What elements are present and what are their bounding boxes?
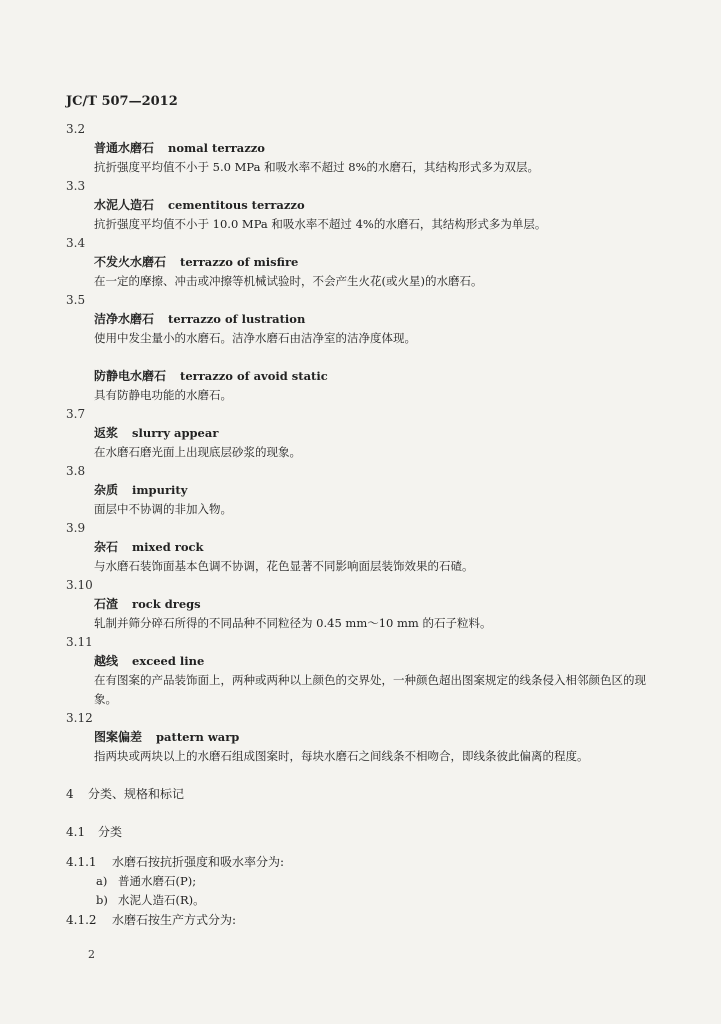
entry-definition: 抗折强度平均值不小于 10.0 MPa 和吸水率不超过 4%的水磨石，其结构形式多为单层。 (94, 217, 547, 231)
term-zh: 普通水磨石 (94, 141, 155, 155)
document-body (66, 120, 666, 930)
entry-definition: 使用中发尘量小的水磨石。洁净水磨石由洁净室的洁净度体现。 (94, 331, 416, 345)
list-text: 普通水磨石(P); (118, 874, 197, 888)
clause-text: 水磨石按抗折强度和吸水率分为: (112, 855, 285, 869)
entry-term (66, 424, 666, 443)
section-4-heading (66, 784, 666, 804)
entry-term (66, 139, 666, 158)
term-zh: 洁净水磨石 (94, 312, 155, 326)
list-text: 水泥人造石(R)。 (118, 893, 205, 907)
entry-definition: 具有防静电功能的水磨石。 (94, 388, 232, 402)
entry-term (66, 310, 666, 329)
entry-definition: 面层中不协调的非加入物。 (94, 502, 232, 516)
term-en: impurity (132, 483, 188, 497)
term-en: pattern warp (156, 730, 240, 744)
term-zh: 防静电水磨石 (94, 369, 167, 383)
section-number: 4 (66, 787, 74, 801)
entry-term (66, 652, 666, 671)
entry-3-8 (66, 462, 666, 519)
entry-term (66, 538, 666, 557)
entry-3-9 (66, 519, 666, 576)
section-number: 4.1 (66, 825, 86, 839)
entry-term (66, 481, 666, 500)
entry-number: 3.3 (66, 179, 86, 193)
term-en: rock dregs (132, 597, 201, 611)
entry-number: 3.11 (66, 635, 93, 649)
entry-number: 3.2 (66, 122, 86, 136)
entry-number: 3.9 (66, 521, 86, 535)
clause-4-1-2 (66, 910, 666, 930)
term-zh: 返浆 (94, 426, 119, 440)
clause-4-1-1 (66, 852, 666, 872)
entry-term (66, 196, 666, 215)
clause-number: 4.1.2 (66, 913, 97, 927)
clause-text: 水磨石按生产方式分为: (112, 913, 237, 927)
entry-term (66, 367, 666, 386)
term-en: exceed line (132, 654, 205, 668)
entry-number: 3.12 (66, 711, 93, 725)
entry-definition: 在一定的摩擦、冲击或冲擦等机械试验时，不会产生火花(或火星)的水磨石。 (94, 274, 483, 288)
term-zh: 石渣 (94, 597, 119, 611)
entry-number: 3.10 (66, 578, 93, 592)
term-en: terrazzo of lustration (168, 312, 306, 326)
term-en: mixed rock (132, 540, 204, 554)
entry-3-12 (66, 709, 666, 766)
term-en: terrazzo of avoid static (180, 369, 328, 383)
entry-definition: 轧制并筛分碎石所得的不同品种不同粒径为 0.45 mm～10 mm 的石子粒料。 (94, 616, 492, 630)
entry-3-6 (66, 348, 666, 405)
entry-3-11 (66, 633, 666, 709)
term-zh: 水泥人造石 (94, 198, 155, 212)
section-title: 分类 (98, 825, 123, 839)
term-en: nomal terrazzo (168, 141, 265, 155)
entry-definition: 抗折强度平均值不小于 5.0 MPa 和吸水率不超过 8%的水磨石，其结构形式多为双层。 (94, 160, 540, 174)
term-en: cementitous terrazzo (168, 198, 305, 212)
entry-term (66, 595, 666, 614)
entry-definition: 在水磨石磨光面上出现底层砂浆的现象。 (94, 445, 301, 459)
section-4-1-heading (66, 822, 666, 842)
list-item (66, 872, 666, 891)
entry-number: 3.4 (66, 236, 86, 250)
entry-3-10 (66, 576, 666, 633)
entry-3-7 (66, 405, 666, 462)
entry-definition: 指两块或两块以上的水磨石组成图案时，每块水磨石之间线条不相吻合，即线条彼此偏离的程度。 (94, 749, 589, 763)
page-number: 2 (88, 948, 95, 961)
entry-number: 3.8 (66, 464, 86, 478)
list-item (66, 891, 666, 910)
entry-number (66, 348, 666, 367)
list-marker: b) (96, 893, 108, 907)
standard-code: JC/T 507—2012 (66, 94, 178, 109)
list-marker: a) (96, 874, 108, 888)
entry-definition: 在有图案的产品装饰面上，两种或两种以上颜色的交界处，一种颜色超出图案规定的线条侵入相邻颜色区的现象。 (94, 673, 646, 706)
term-en: slurry appear (132, 426, 219, 440)
term-zh: 不发火水磨石 (94, 255, 167, 269)
entry-3-3 (66, 177, 666, 234)
entry-definition: 与水磨石装饰面基本色调不协调，花色显著不同影响面层装饰效果的石碴。 (94, 559, 474, 573)
entry-number: 3.7 (66, 407, 86, 421)
entry-number: 3.5 (66, 293, 86, 307)
entry-term (66, 728, 666, 747)
term-zh: 越线 (94, 654, 119, 668)
term-zh: 杂质 (94, 483, 119, 497)
section-title: 分类、规格和标记 (88, 787, 185, 801)
term-zh: 图案偏差 (94, 730, 143, 744)
clause-number: 4.1.1 (66, 855, 97, 869)
entry-term (66, 253, 666, 272)
term-zh: 杂石 (94, 540, 119, 554)
entry-3-4 (66, 234, 666, 291)
term-en: terrazzo of misfire (180, 255, 299, 269)
entry-3-2 (66, 120, 666, 177)
entry-3-5 (66, 291, 666, 348)
